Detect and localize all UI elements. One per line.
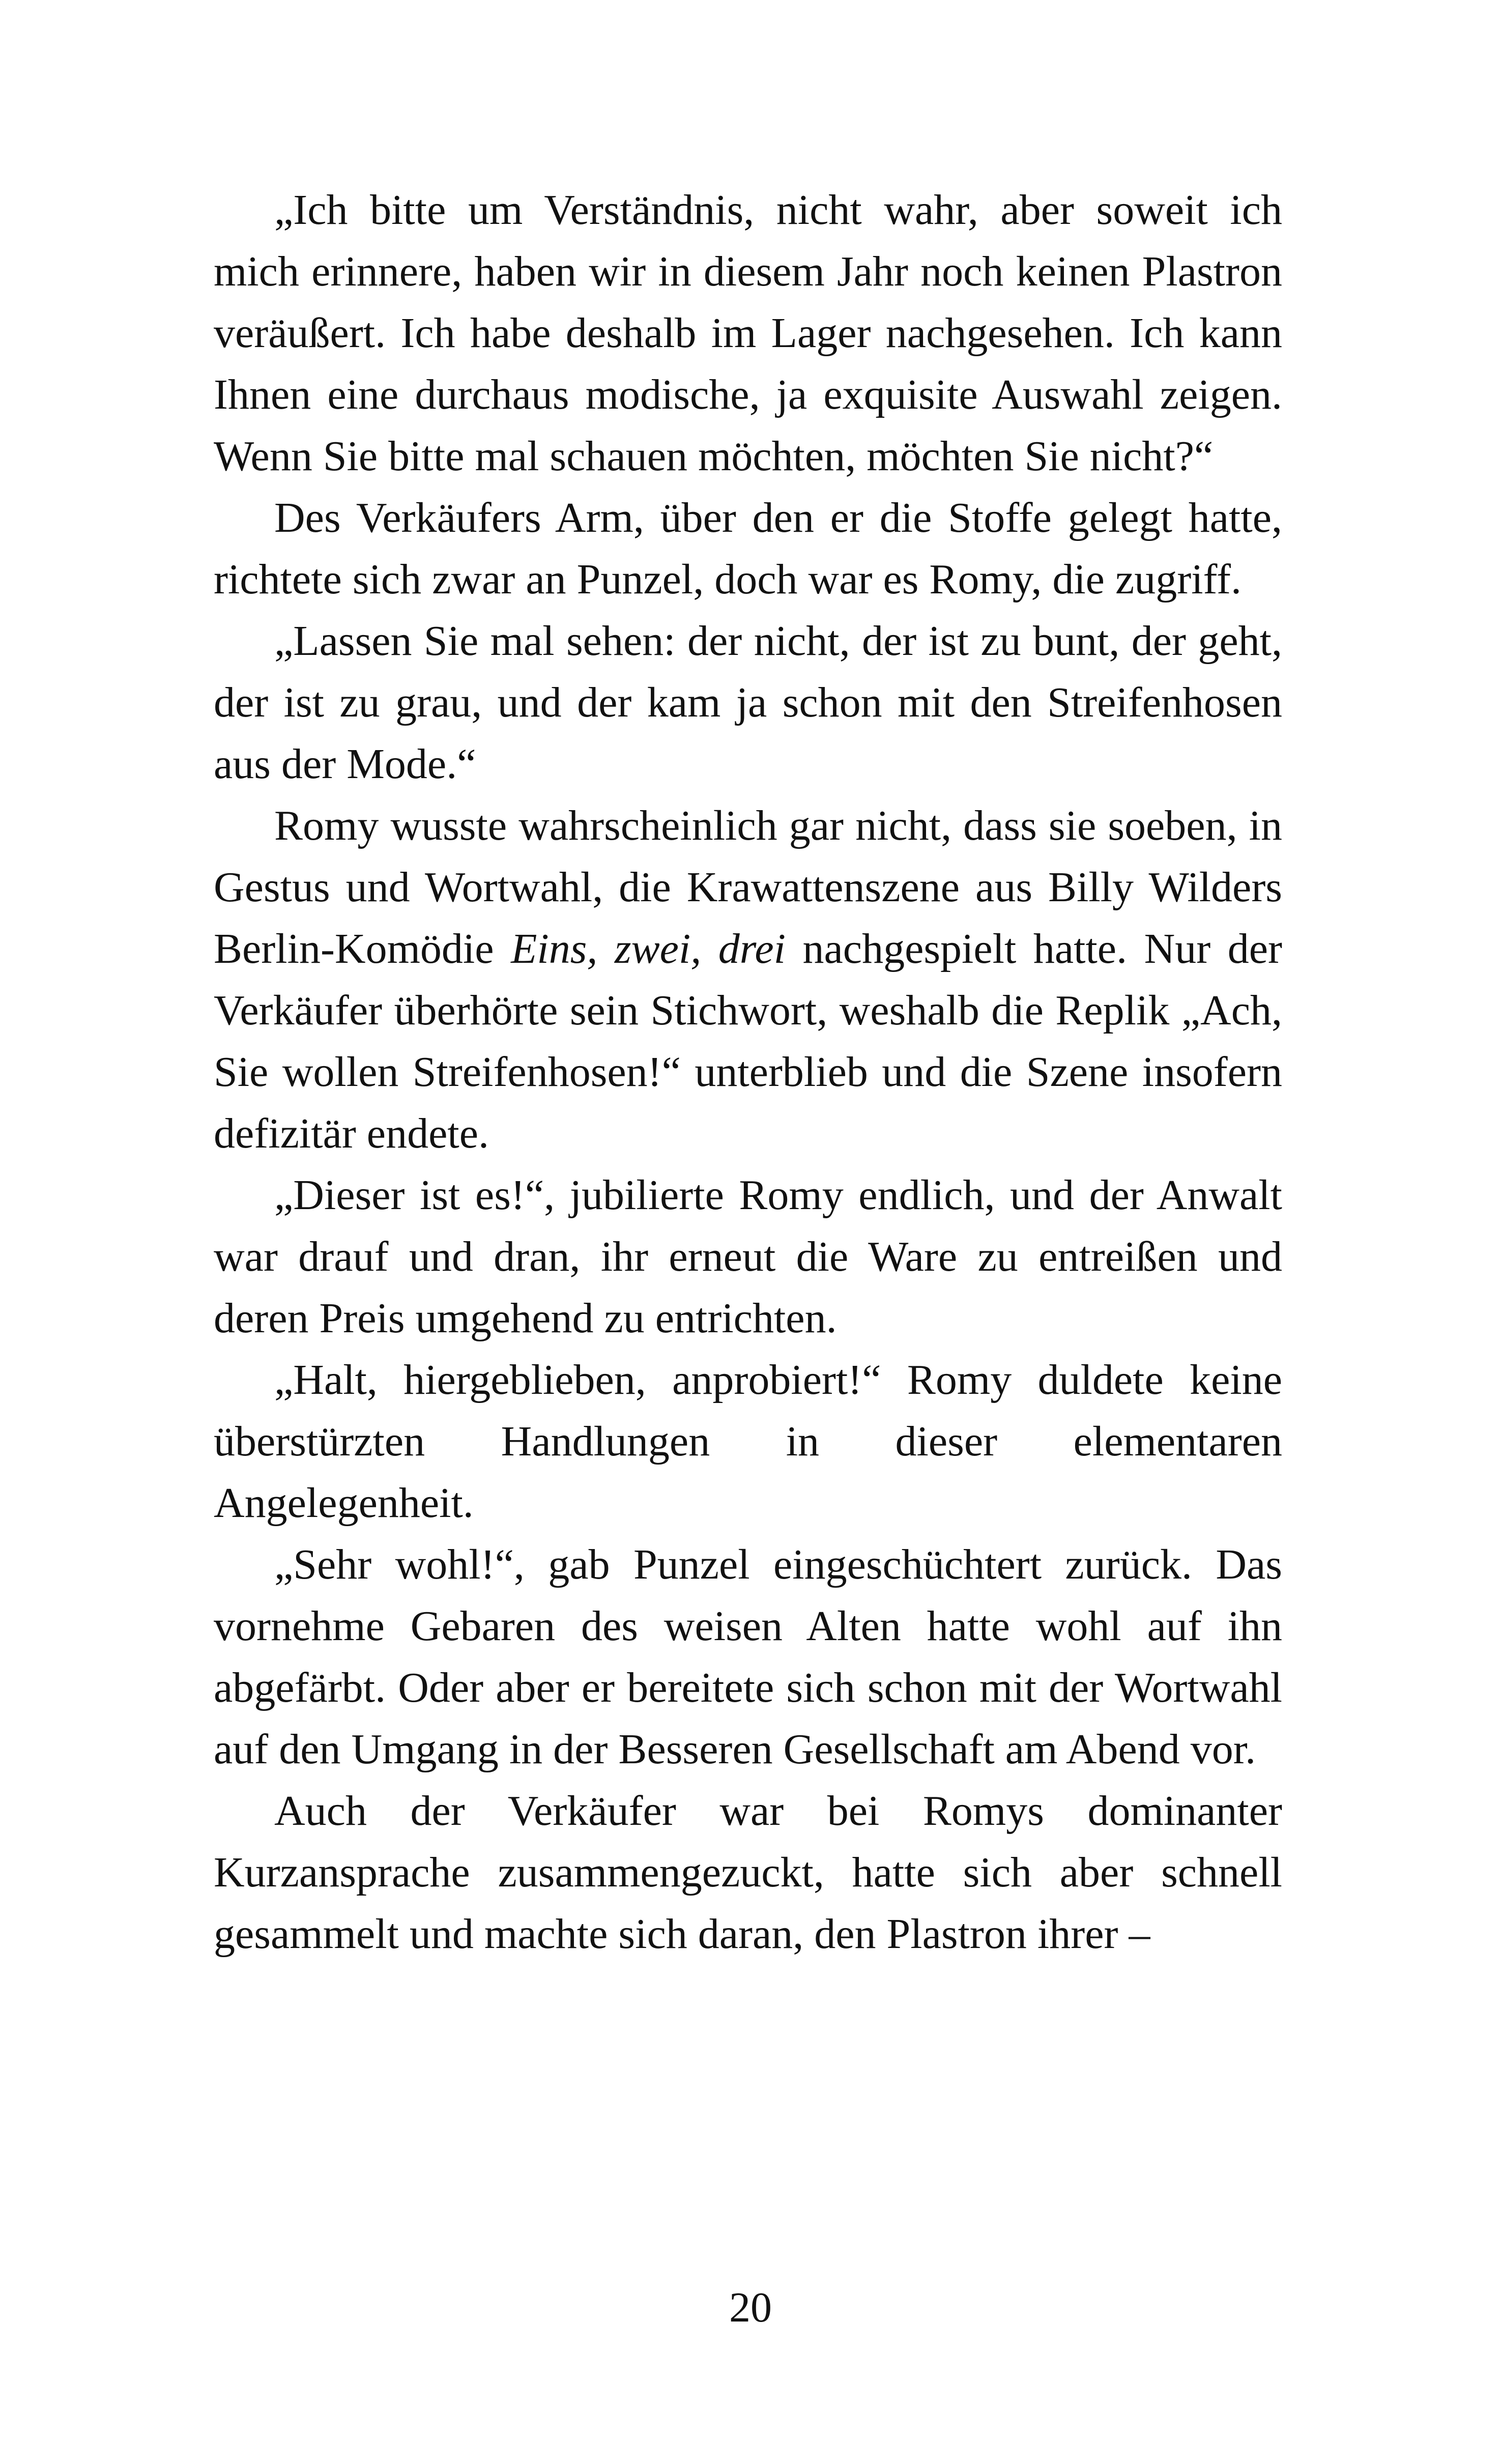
paragraph-text: nachgespielt hatte. Nur der Verkäufer überhörte sein Stichwort, weshalb die Replik „Ach, Sie wollen Streifenhosen!“ unterblieb und die Szene insofern defizitär endete. — [214, 925, 1283, 1157]
film-title: Eins, zwei, drei — [511, 925, 786, 972]
paragraph: „Dieser ist es!“, jubilierte Romy endlich, und der Anwalt war drauf und dran, ihr erneut die Ware zu entreißen und deren Preis umgehend zu entrichten. — [214, 1171, 1282, 1342]
paragraph — [214, 795, 1282, 1164]
body-text — [214, 179, 1282, 1965]
paragraph-text: Romy wusste wahrscheinlich gar nicht, dass sie soeben, in Gestus und Wortwahl, die Krawattenszene aus Billy Wilders Berlin-Komödie — [214, 802, 1282, 972]
paragraph: „Halt, hiergeblieben, anprobiert!“ Romy duldete keine überstürzten Handlungen in dieser elementaren Angelegenheit. — [214, 1356, 1282, 1527]
paragraph: „Sehr wohl!“, gab Punzel eingeschüchtert zurück. Das vornehme Gebaren des weisen Alten hatte wohl auf ihn abgefärbt. Oder aber er bereitete sich schon mit der Wortwahl auf den Umgang in der Besseren Gesellschaft am Abend vor. — [214, 1541, 1282, 1773]
paragraph: Des Verkäufers Arm, über den er die Stoffe gelegt hatte, richtete sich zwar an Punzel, doch war es Romy, die zugriff. — [214, 494, 1282, 603]
paragraph: Auch der Verkäufer war bei Romys dominanter Kurzansprache zusammengezuckt, hatte sich aber schnell gesammelt und machte sich daran, den Plastron ihrer – — [214, 1787, 1282, 1958]
paragraph: „Ich bitte um Verständnis, nicht wahr, aber soweit ich mich erinnere, haben wir in diesem Jahr noch keinen Plastron veräußert. Ich habe deshalb im Lager nachgesehen. Ich kann Ihnen eine durchaus modische, ja exquisite Auswahl zeigen. Wenn Sie bitte mal schauen möchten, möchten Sie nicht?“ — [214, 186, 1282, 480]
page-number: 20 — [729, 2284, 772, 2331]
paragraph: „Lassen Sie mal sehen: der nicht, der ist zu bunt, der geht, der ist zu grau, und der kam ja schon mit den Streifenhosen aus der Mode.“ — [214, 617, 1282, 788]
